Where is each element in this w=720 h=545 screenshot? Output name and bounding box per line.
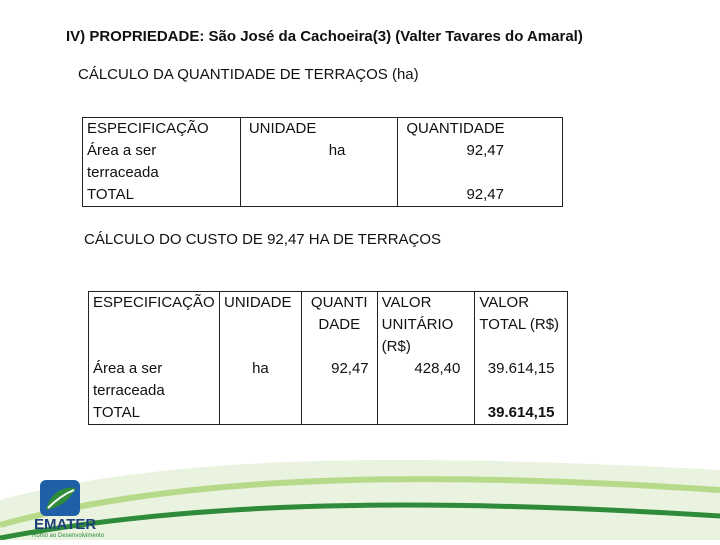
total-value: 39.614,15 — [475, 402, 568, 425]
row-unit: ha — [240, 140, 398, 184]
logo-text: EMATER — [34, 516, 97, 533]
row-spec: Área a ser terraceada — [83, 140, 241, 184]
header-qty: QUANTI DADE — [301, 292, 377, 359]
row-unit: ha — [219, 358, 301, 402]
header-qty: QUANTIDADE — [398, 118, 563, 141]
quantity-table — [82, 117, 563, 207]
total-label: TOTAL — [89, 402, 220, 425]
cost-table — [88, 291, 568, 425]
total-label: TOTAL — [83, 184, 241, 207]
header-total-value: VALOR TOTAL (R$) — [475, 292, 568, 359]
total-qty: 92,47 — [398, 184, 563, 207]
section2-heading: CÁLCULO DO CUSTO DE 92,47 HA DE TERRAÇOS — [84, 231, 442, 248]
table-total-row — [89, 402, 568, 425]
page-title: IV) PROPRIEDADE: São José da Cachoeira(3) (Valter Tavares do Amaral) — [66, 28, 583, 45]
footer-swoosh — [0, 430, 720, 540]
table-total-row — [83, 184, 563, 207]
header-unit: UNIDADE — [240, 118, 398, 141]
row-unit-value: 428,40 — [377, 358, 475, 402]
logo-tagline: Rumo ao Desenvolvimento — [32, 533, 105, 539]
header-spec: ESPECIFICAÇÃO — [83, 118, 241, 141]
row-total-value: 39.614,15 — [475, 358, 568, 402]
header-unit-value: VALOR UNITÁRIO (R$) — [377, 292, 475, 359]
section1-heading: CÁLCULO DA QUANTIDADE DE TERRAÇOS (ha) — [78, 66, 419, 83]
emater-logo — [22, 478, 105, 540]
row-qty: 92,47 — [301, 358, 377, 402]
header-unit: UNIDADE — [219, 292, 301, 359]
table-header-row — [83, 118, 563, 141]
table-row — [89, 358, 568, 402]
table-row — [83, 140, 563, 184]
table-header-row — [89, 292, 568, 359]
row-spec: Área a ser terraceada — [89, 358, 220, 402]
header-spec: ESPECIFICAÇÃO — [89, 292, 220, 359]
row-qty: 92,47 — [398, 140, 563, 184]
